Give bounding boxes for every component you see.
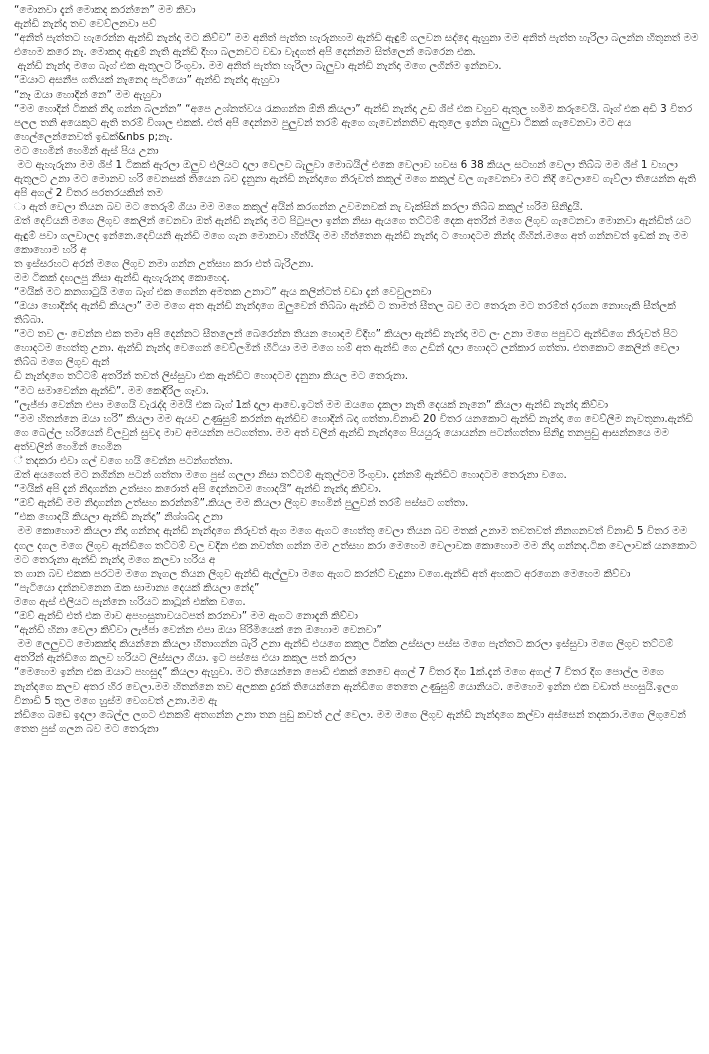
story-paragraph: මට ඇහැරුනා මම ශිප් 1 ටිකක් ඇරලා ඔලුව එලියට දාලා වෙලව බැලුවා මොබයිල් එකෙ වෙලාව හවස 6 38 කියල සටහන් වෙලා තිබ්බ මම ශිප් 1 වහලා ඇතුලට උනා මට මොනව හරි වෙනසක් තියෙන බව දැනුනා ඇන්ඩි නැන්දාගෙ නිරුවත් කකුල් මගෙ කකුල් වල ගැවෙනවා මට නිදි වෙලාවෙ ගැව්ලා තියෙන්න ඇති අපි අගල් 2 විතර පරතරයකින් තම — [14, 159, 700, 200]
story-paragraph: “පැටියො දන්නවනෙන ඔක සාමාන්‍ය දෙයක් කියලා නේද” — [14, 581, 260, 594]
story-paragraph: “මොනවා දැන් මොකද කරන්නෙ” මම කිවා — [14, 4, 196, 16]
story-paragraph: ා ඇත් වෙලා තියන බව මට තෙරුම් ගියා මම මගෙ කකුල් අයින් කරගන්න උවමනවක් නැ වැක්සින් කරලා තිබ්බ කකුල් හරිම සිනිදුයි. — [14, 201, 583, 214]
story-paragraph: මම ටිකක් දඟලපු නිසා ඇන්ඩි ඇහැරුනද කොහෙද. — [14, 271, 230, 284]
story-paragraph: “මයික් මට කනගාටුයි මගෙ බෑග් එක ගෙන්න අමතක උනාට” ඇය කලින්ටත් වඩා දැන් වෙවුලනවා — [14, 285, 432, 298]
story-paragraph: ඇන්ඩි නැන්දා මගෙ බෑග් එක ඇතුලට රිංගුවා. මම අනිත් පැත්ත හැරිලා බැලුවා ඇන්ඩි නැන්දා මගෙ ලගින්ම ඉන්නවා. — [14, 60, 502, 73]
story-paragraph: ඔත් අයගෙත් මට නගින්න පටන් ගත්තා මගෙ පුස් ගලලා නිසා තට්ටම් ඇතුල්ටම රිංගුවා. දැන්නම් ඇන්ඩිට හොදටම තෙරුනා වගෙ. — [14, 469, 567, 482]
story-paragraph: මට හෙමින් හෙමින් ඇස් පිය උනා — [14, 144, 159, 157]
story-paragraph: “මෙහෙම ඉන්න එක ඔයාට පහසුද” කියලා ඇහුවා. මට තියෙන්නෙ පොඩි එකක් නෙවෙ අගල් 7 විතර දිග 1ක්.දැන් මගෙ අගල් 7 විතර දිග පොල්ල මගෙ නැන්දගෙ කලව අතර හිර වෙලා.මම හිතන්නෙ තව අලකක දුරක් තියෙන්නෙ ඇන්ඩිගෙ තෙතෙ උණුසුම් යොනියට. මෙහෙම ඉන්න එක වඩාත් පහසුයි.ඉලග විනාඩි 5 තුල මගෙ හුස්ම වෙගවත් උනා.මම ඇ — [14, 666, 682, 707]
story-paragraph: “මම හිතන්නෙ ඔයා හරි” කියලා මම ඇයව උණුසුම් කරන්න ඇන්ඩිව හොදින් බදා ගත්තා.විනාඩි 20 විතර යනකොට ඇන්ඩි නැන්දා ගෙ වෙව්ලීම නැවතුනා.ඇන්ඩි ගෙ බෙල්ල හරියෙන් විලවුන් සුවද මාව අමයන්න පටගත්තා. මම අත් වලින් ඇන්ඩි නැන්දාගෙ පියයුරු යොයන්න පටන්ගත්තා සිනිදු තනපුඩු ආසන්නයෙ මම අත්වලින් හෙමින් හෙමින — [14, 412, 697, 453]
story-paragraph: “මයික් අපි දැන් නිදාගන්න උත්සහ කරොත් අපි දෙන්නටම හොදයි” ඇන්ඩි නැන්දා කිව්වා. — [14, 483, 382, 496]
story-paragraph: “ඇන්ඩි හිනා වෙලා කිව්වා ලැජ්ජා වෙන්න එපා ඔයා පිරිමියෙක් නෙ ඔහොම වෙනවා” — [14, 624, 382, 637]
story-paragraph: “ඔව් ඇන්ඩි එත් එක මාව අපහසුතාවයටපත් කරනවා” මම ඇගට නොදැනි කිව්වා — [14, 610, 358, 623]
story-paragraph: “මම හොදින් ටිකක් නිදා ගන්න බලන්න” “අපෙ උශ්නත්වය රැකගන්න ඕනි කියලා” ඇන්ඩි නැන්දා උඩ ශිප් එක වහුව ඇතුල හමිම කරුවෙයි. බෑග් එක අඩි 3 විතර පලල තනි අයෙකුට ඇති තරම් විශාල එකක්. එත් අපි දෙන්නම පුලුවන් තරම් ඇගෙ ගැවෙන්නතිව ඇතුලෙ ඉන්න බැලුවා ටිකක් ගැවෙනවා මට අය හෙල්ලෙන්නෙවත් ඉඩක්&nbs p;නැ. — [14, 102, 696, 143]
story-paragraph: ඔත් දෙවියනි මගෙ ලිගුව කෙලින් වෙනවා ඔත් ඇන්ඩි නැන්දා මට පිටුපලා ඉන්න නිසා ඇයගෙ තට්ටම් දෙක අතරින් මගෙ ලිගුව ගැටෙනවා මොනවා ඇන්ඩිත් යට ඇඳුම් පවා ගලවාලද ඉන්නෙ.දෙවියනි ඇන්ඩි මගෙ ගැන මොනවා හිත්යිද මම හිත්තෙන ඇන්ඩි නැන්දා ට හොදටම නින්ද ගිහින්.මගෙ අත් ගන්නවත් ඉඩක් නැ මම කොහොම හරි අ — [14, 215, 695, 256]
story-paragraph: ත ඉස්සරහට අරන් මගෙ ලිගුව නමා ගන්න උත්සහ කරා එත් බැරිඋනා. — [14, 257, 314, 270]
story-document — [14, 3, 704, 736]
story-paragraph: ඩි නැන්දාගෙ තට්ටම් අතරින් තවත් ලිස්සුවා එක ඇන්ඩිට හොදටම දැනුනා කියල මට තෙරුනා. — [14, 370, 409, 383]
story-paragraph: “ඔයා හොදින්ද ඇන්ඩි කියලා” මම මගෙ අත ඇන්ඩි නැන්දාගෙ ඔලුවෙන් තිබ්බා ඇන්ඩි ට තාමත් සීතල බව මට තෙරුන මට තරම්ත් දාරගන නොහැකි සීත්ලක් තිබ්බා. — [14, 299, 679, 327]
story-paragraph: “ලැජ්ජා වෙන්න එපා මගෙයි වැරැද්ද මමයි එක බෑග් 1ක් දාලා ආවෙ.ඉටත් මම ඔයගෙ දැකලා නැති දෙයක් නැනෙ” කියලා ඇන්ඩි නැන්දා කිව්වා — [14, 398, 609, 411]
story-paragraph: “මට සමාවෙන්න ඇන්ඩි”. මම කෙඳිරිල ගෑවා. — [14, 384, 209, 397]
story-paragraph: ඇන්ඩි නැන්දා තව වෙව්ලනවා පව් — [14, 18, 157, 31]
story-paragraph: මම ලෙලුවට මොකක්ද කියන්නෙ කියලා හිතාගන්න බැරි උනා ඇන්ඩි එයගෙ කකුල ටික්ක උස්සලා පස්ස මගෙ පැත්තට කරලා ඉස්සුවා මගෙ ලිගුව තට්ටම් අතරින් ඇන්ඩිගෙ කලව හරියට ලිස්සලා ගියා. ඉට පස්සෙ එයා කකුල පත් කරලා — [14, 638, 677, 665]
story-paragraph: න්ඩිගෙ බඩෙ ඉදලා බෙල්ල ලගට එනකම් අතගන්න උනා තන පුඩු කවත් උල් වෙලා. මම මගෙ ලිගුව ඇන්ඩි නැන්දාගෙ කල්වා අස්සෙන් තදකරා.මගෙ ලිගුවෙන් තෙත පුස් ගලන බව මට තෙරුනා — [14, 708, 690, 735]
story-paragraph: ් තදකරා එවා ගල් වගෙ හයි වෙන්න පටන්ගත්තා. — [14, 455, 233, 467]
story-paragraph: “නෑ ඔයා හොදින් නෙ” මම ඇහුවා — [14, 88, 162, 101]
story-paragraph: මගෙ ඇස් එලියට පැන්නෙ හරියට කාටූන් එක්ක වගෙ. — [14, 595, 246, 608]
story-paragraph: “ඔව් ඇන්ඩි මම නිදාගන්න උත්සහ කරන්නම්”.කියල මම කියලා ලිගුව හෙමින් පුලුවන් තරම් පස්සට ගත්තා. — [14, 497, 469, 510]
story-paragraph: ත ගාන බව එකක පරටම මගෙ නැගල තියන ලිගුව ඇන්ඩි ඇල්ලුවා මගෙ ඇගට කරන්ට් වැදුනා වගෙ.ඇන්ඩි අත් අහකට අරගෙන මෙහෙම කිව්වා — [14, 567, 631, 580]
story-paragraph: මම කොහොම කියලා නිදා ගන්නද ඇන්ඩි නැන්දාගෙ නිරුවත් ඇග මගෙ ඇගට හෙත්තු වෙලා තියන බව මතක් උනාම තවතවත් නිනගනවත් විනාඩි 5 විතර මම දගල දගල මගෙ ලිගුව ඇන්ඩිගෙ තට්ටම් වල වදින එක නවත්ත ගන්න මම උත්සහ කරා මෙහෙම වෙලාවක කොහොම මම නිදා ගන්නද.ටික වෙලාවක් යනකොට මට තෙරුනා ඇන්ඩි නැන්දා මගෙ කලවා හරිය අ — [14, 525, 700, 566]
story-paragraph: “අනිත් පැත්තට හැරෙන්න ඇන්ඩි නැන්දා මට කිව්ව” මම අනිත් පැත්ත හැරුනහම ඇන්ඩි ඇඳුම් ගලවන සද්දෙ ඇහුනා මම අනිත් පැත්ත හැරිලා බලන්න හිතුනත් මම එහෙම කරෙ නැ. මොකද ඇඳුම් නැති ඇන්ඩි දිහා බලනවට වඩා වැදගත් අපි දෙන්නම සිත්ලෙන් බෙරෙන එක. — [14, 32, 702, 59]
story-paragraph: “ඔයාට අසනීප ගතියක් නැනෙද පැටියො” ඇන්ඩි නැන්දා ඇහුවා — [14, 74, 280, 87]
story-paragraph: “මට තව ලං වෙන්න එක තමා අපි දෙන්නට සීතලෙන් බෙරෙන්න තියන හොදම විදිහ” කියලා ඇන්ඩි නැන්දා මට ලං උනා මගෙ පපුවට ඇන්ඩිගෙ නිරුවත් පිට හොදටම හෙත්තු උනා. ඇන්ඩි නැන්දා වෙගෙන් වෙව්ලමින් හිටියා මම මගෙ හම් අත ඇන්ඩි ගෙ උඩින් දාලා හොදට ලන්කාර ගත්තා. එතකොට කෙලින් වෙලා තිබ්බ මගෙ ලිගුව ඇන් — [14, 328, 683, 369]
story-paragraph: “එක හොදයි කියලා ඇන්ඩි නැන්දා” නිශ්ශබ්ද උනා — [14, 511, 223, 524]
